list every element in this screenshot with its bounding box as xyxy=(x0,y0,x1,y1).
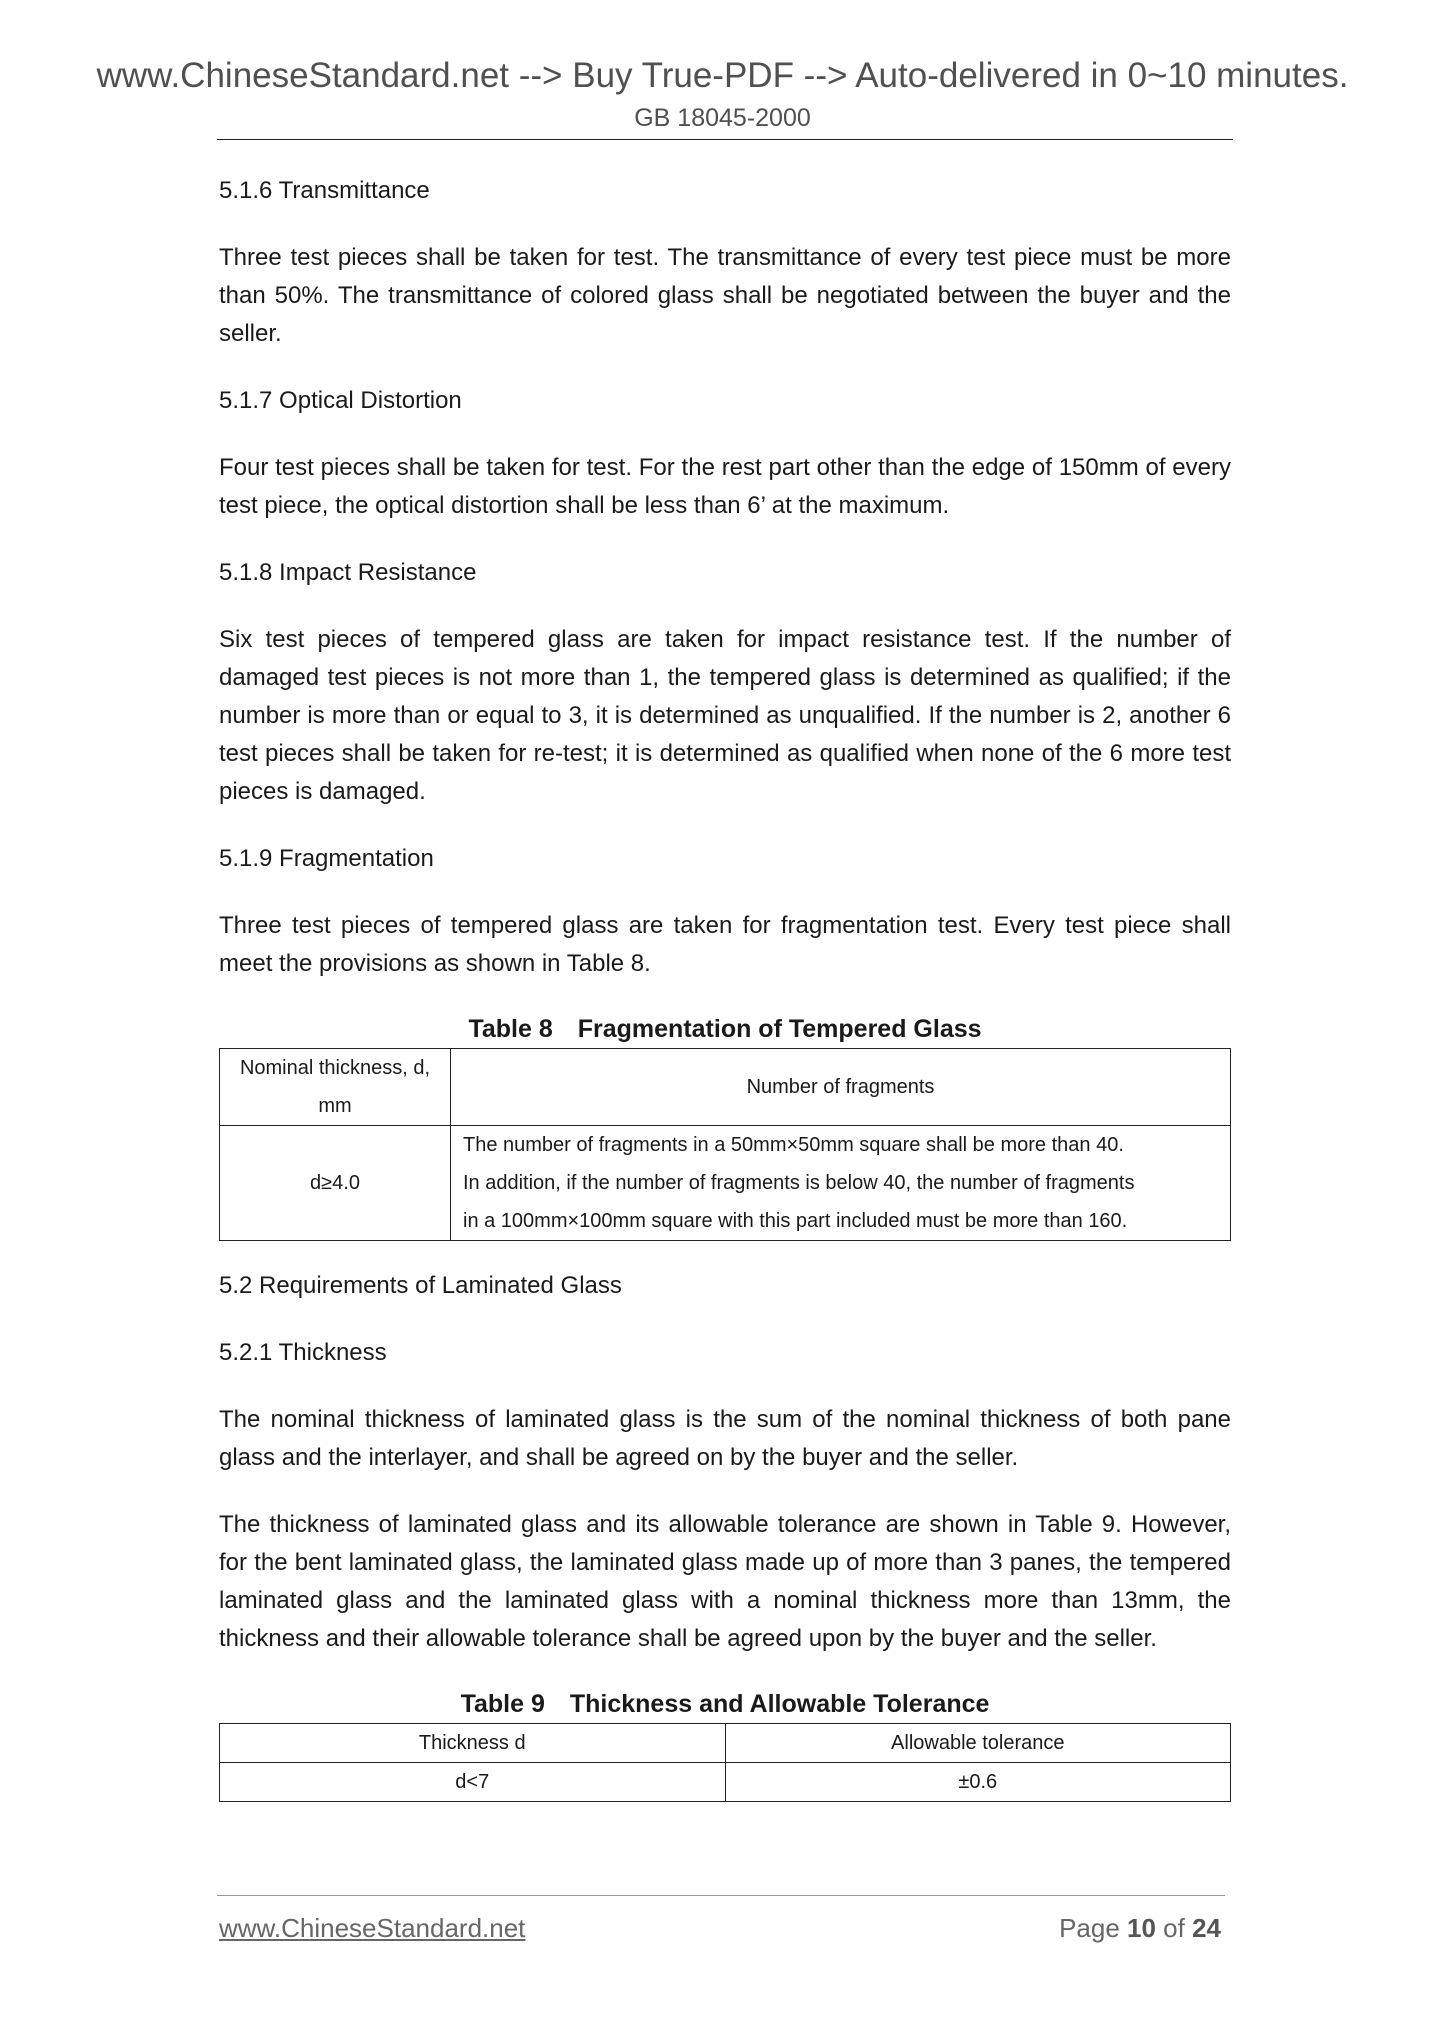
table-row xyxy=(220,1763,1231,1802)
page-number xyxy=(1059,1913,1221,1944)
table-header-cell: Allowable tolerance xyxy=(725,1724,1231,1763)
table-cell-line: The number of fragments in a 50mm×50mm square shall be more than 40. xyxy=(463,1134,1124,1156)
section-heading-5-1-9: 5.1.9 Fragmentation xyxy=(219,845,434,872)
page-label: Page xyxy=(1059,1913,1128,1943)
table-cell-line: in a 100mm×100mm square with this part included must be more than 160. xyxy=(463,1210,1128,1232)
paragraph-fragmentation: Three test pieces of tempered glass are taken for fragmentation test. Every test piece shall meet the provisions as shown in Table 8. xyxy=(219,912,1231,977)
table-header-cell: Thickness d xyxy=(220,1724,726,1763)
table-header-cell: Number of fragments xyxy=(451,1049,1231,1126)
footer-divider xyxy=(217,1895,1225,1896)
section-heading-5-1-6: 5.1.6 Transmittance xyxy=(219,177,430,204)
page-current: 10 xyxy=(1127,1913,1156,1943)
table-9 xyxy=(219,1723,1231,1802)
paragraph-nominal-thickness: The nominal thickness of laminated glass is the sum of the nominal thickness of both pane glass and the interlayer, and shall be agreed on by the buyer and the seller. xyxy=(219,1406,1231,1471)
table-cell-fragments xyxy=(451,1126,1231,1241)
paragraph-transmittance: Three test pieces shall be taken for test. The transmittance of every test piece must be more than 50%. The transmittance of colored glass shall be negotiated between the buyer and the seller. xyxy=(219,244,1231,347)
table-header-cell: Nominal thickness, d, mm xyxy=(220,1049,451,1126)
document-number: GB 18045-2000 xyxy=(634,104,811,132)
table-cell-thickness: d<7 xyxy=(220,1763,726,1802)
table-row xyxy=(220,1126,1231,1241)
section-heading-5-1-8: 5.1.8 Impact Resistance xyxy=(219,559,477,586)
table-8-title: Table 8 Fragmentation of Tempered Glass xyxy=(468,1015,982,1043)
footer-website-link[interactable]: www.ChineseStandard.net xyxy=(219,1913,526,1943)
table-cell-tolerance: ±0.6 xyxy=(725,1763,1231,1802)
table-header-row xyxy=(220,1049,1231,1126)
paragraph-optical-distortion: Four test pieces shall be taken for test. For the rest part other than the edge of 150mm of every test piece, the optical distortion shall be less than 6’ at the maximum. xyxy=(219,454,1231,519)
paragraph-impact-resistance: Six test pieces of tempered glass are taken for impact resistance test. If the number of damaged test pieces is not more than 1, the tempered glass is determined as qualified; if the number is more than or equal to 3, it is determined as unqualified. If the number is 2, another 6 test pieces shall be taken for re-test; it is determined as qualified when none of the 6 more test pieces is damaged. xyxy=(219,626,1231,805)
table-8 xyxy=(219,1048,1231,1241)
section-heading-5-2: 5.2 Requirements of Laminated Glass xyxy=(219,1272,622,1299)
paragraph-thickness-tolerance: The thickness of laminated glass and its allowable tolerance are shown in Table 9. However, for the bent laminated glass, the laminated glass made up of more than 3 panes, the tempered laminated glass and the laminated glass with a nominal thickness more than 13mm, the thickness and their allowable tolerance shall be agreed upon by the buyer and the seller. xyxy=(219,1511,1231,1652)
page-of-label: of xyxy=(1155,1913,1193,1943)
table-cell-line: In addition, if the number of fragments is below 40, the number of fragments xyxy=(463,1172,1135,1194)
table-cell-thickness: d≥4.0 xyxy=(220,1126,451,1241)
page-total: 24 xyxy=(1192,1913,1221,1943)
section-heading-5-2-1: 5.2.1 Thickness xyxy=(219,1339,387,1366)
table-header-row xyxy=(220,1724,1231,1763)
table-9-title: Table 9 Thickness and Allowable Tolerance xyxy=(460,1690,990,1718)
section-heading-5-1-7: 5.1.7 Optical Distortion xyxy=(219,387,462,414)
header-banner[interactable]: www.ChineseStandard.net --> Buy True-PDF --> Auto-delivered in 0~10 minutes. xyxy=(96,56,1349,95)
page-body xyxy=(219,172,1231,1828)
header-divider xyxy=(217,139,1233,140)
